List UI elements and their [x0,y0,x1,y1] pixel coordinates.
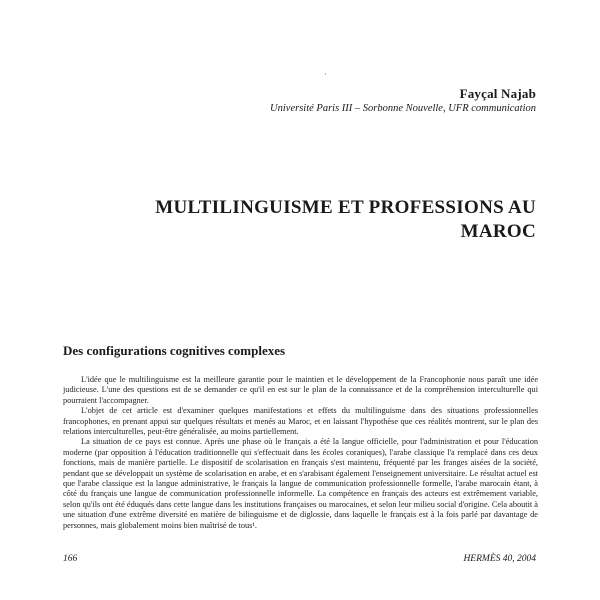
journal-citation: HERMÈS 40, 2004 [463,554,536,564]
article-title: MULTILINGUISME ET PROFESSIONS AU MAROC [155,197,536,242]
body-text [63,375,538,531]
paragraph: La situation de ce pays est connue. Après une phase où le français a été la langue officielle, pour l'administration et pour l'éducation moderne (par opposition à l'éducation traditionnelle qui s'effectuait dans les écoles coraniques), l'arabe classique l'a remplacé dans ces deux fonctions, mais de manière partielle. Le dispositif de scolarisation en français s'est maintenu, fréquenté par les franges aisées de la société, pendant que se développait un système de scolarisation en arabe, et en s'arabisant également l'enseignement universitaire. Le résultat actuel est que l'arabe classique est la langue administrative, le français la langue de communication professionnelle formelle, l'arabe marocain étant, à côté du français une langue de communication professionnelle informelle. La compétence en français des acteurs est extrêmement variable, selon qu'ils ont été éduqués dans cette langue dans les institutions françaises ou marocaines, et selon leur milieu social d'origine. Cela aboutit à une situation d'une extrême diversité en matière de bilinguisme et de diglossie, dans laquelle le français est à la fois parlé par davantage de personnes, mais globalement moins bien maîtrisé de tous¹. [63,437,538,530]
paragraph: L'idée que le multilinguisme est la meilleure garantie pour le maintien et le développement de la Francophonie nous paraît une idée judicieuse. L'une des questions est de se demander ce qu'il en est sur le plan de la connaissance et de la compréhension interculturelle qui pourraient l'accompagner. [63,375,538,405]
paragraph: L'objet de cet article est d'examiner quelques manifestations et effets du multilinguisme dans des situations professionnelles francophones, en prenant appui sur quelques résultats et menés au Maroc, et en laissant l'hypothèse que ces réalités montrent, sur le plan des relations interculturelles, peut-être généralisée, au moins partiellement. [63,406,538,437]
page-mark: · [324,70,327,79]
author-affiliation: Université Paris III – Sorbonne Nouvelle, UFR communication [270,103,536,114]
page-number: 166 [63,554,78,564]
author-name: Fayçal Najab [459,86,536,101]
section-heading: Des configurations cognitives complexes [63,343,286,358]
